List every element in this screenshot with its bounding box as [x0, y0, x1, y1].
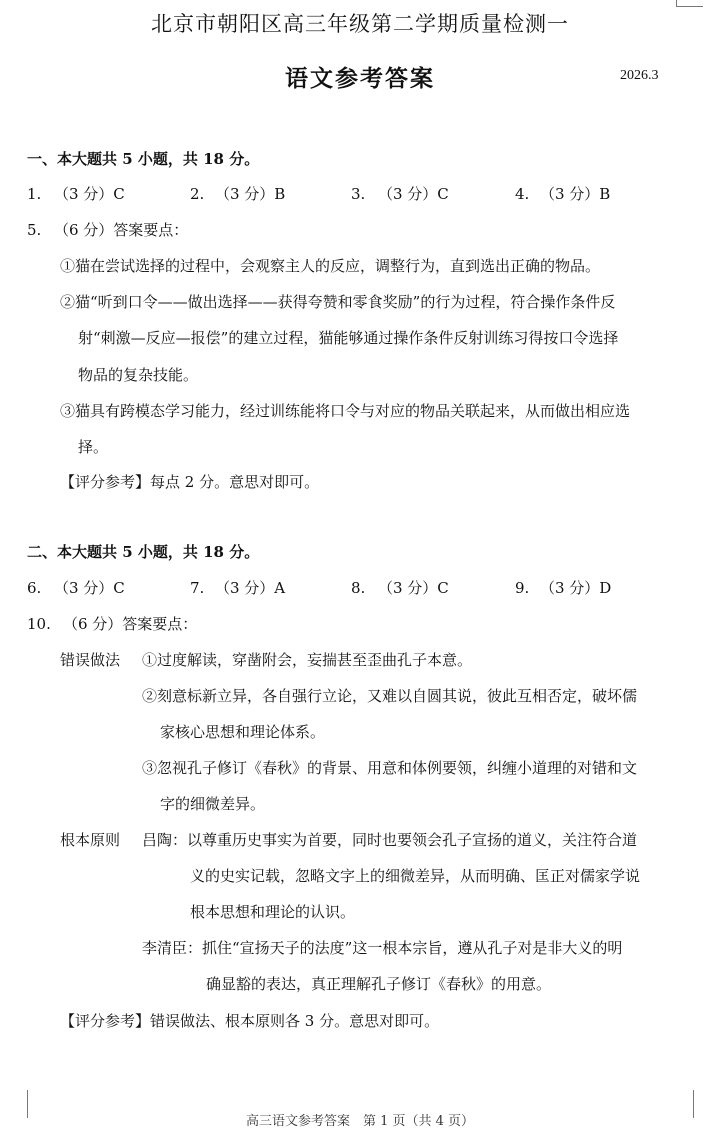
document-date: 2026.3 [620, 68, 659, 83]
question5-point-line: ①猫在尝试选择的过程中，会观察主人的反应，调整行为，直到选出正确的物品。 [60, 257, 601, 275]
answer-text: （3 分）C [378, 579, 449, 597]
fundamental-principle-label: 根本原则 [60, 831, 121, 849]
section1-heading: 一、本大题共 5 小题，共 18 分。 [27, 150, 260, 168]
answer-number: 6. [27, 579, 42, 597]
wrong-approach-line: ②刻意标新立异，各自强行立论，又难以自圆其说，彼此互相否定，破坏儒 [142, 687, 638, 705]
crop-mark [676, 0, 703, 7]
principle-line: 李清臣：抓住“宣扬天子的法度”这一根本宗旨，遵从孔子对是非大义的明 [142, 939, 623, 957]
question5-intro: （6 分）答案要点： [54, 221, 189, 239]
question10-intro: （6 分）答案要点： [63, 615, 198, 633]
answer-text: （3 分）C [54, 579, 125, 597]
question10-scoring-note: 【评分参考】错误做法、根本原则各 3 分。意思对即可。 [60, 1012, 440, 1030]
section2-heading: 二、本大题共 5 小题，共 18 分。 [27, 543, 260, 561]
question5-scoring-note: 【评分参考】每点 2 分。意思对即可。 [60, 473, 320, 491]
question10-number: 10. [27, 615, 51, 633]
question5-point-line: ②猫“听到口令——做出选择——获得夸赞和零食奖励”的行为过程，符合操作条件反 [60, 293, 616, 311]
principle-line: 确显豁的表达，真正理解孔子修订《春秋》的用意。 [206, 975, 552, 993]
question5-point-line: 射“刺激—反应—报偿”的建立过程，猫能够通过操作条件反射训练习得按口令选择 [78, 329, 619, 347]
principle-line: 根本思想和理论的认识。 [190, 903, 356, 921]
answer-number: 4. [515, 185, 530, 203]
wrong-approach-line: ③忽视孔子修订《春秋》的背景、用意和体例要领，纠缠小道理的对错和文 [142, 759, 638, 777]
page-footer: 高三语文参考答案 第 1 页（共 4 页） [245, 1114, 475, 1129]
answer-text: （3 分）C [54, 185, 125, 203]
principle-line: 义的史实记载，忽略文字上的细微差异，从而明确、匡正对儒家学说 [190, 867, 641, 885]
document-title: 语文参考答案 [285, 65, 435, 92]
answer-number: 3. [351, 185, 366, 203]
question5-point-line: ③猫具有跨模态学习能力，经过训练能将口令与对应的物品关联起来，从而做出相应选 [60, 402, 631, 420]
answer-text: （3 分）D [540, 579, 612, 597]
answer-number: 7. [190, 579, 205, 597]
answer-number: 1. [27, 185, 42, 203]
wrong-approach-line: 字的细微差异。 [160, 795, 266, 813]
exam-header-title: 北京市朝阳区高三年级第二学期质量检测一 [151, 12, 569, 36]
wrong-approach-line: 家核心思想和理论体系。 [160, 723, 326, 741]
wrong-approach-line: ①过度解读，穿凿附会，妄揣甚至歪曲孔子本意。 [142, 651, 473, 669]
answer-number: 8. [351, 579, 366, 597]
answer-number: 2. [190, 185, 205, 203]
answer-text: （3 分）C [378, 185, 449, 203]
answer-text: （3 分）B [215, 185, 286, 203]
question5-point-line: 物品的复杂技能。 [78, 366, 199, 384]
question5-number: 5. [27, 221, 42, 239]
answer-text: （3 分）B [540, 185, 611, 203]
principle-line: 吕陶：以尊重历史事实为首要，同时也要领会孔子宣扬的道义，关注符合道 [142, 831, 638, 849]
wrong-approach-label: 错误做法 [60, 651, 121, 669]
answer-text: （3 分）A [215, 579, 286, 597]
answer-number: 9. [515, 579, 530, 597]
question5-point-line: 择。 [78, 438, 109, 456]
